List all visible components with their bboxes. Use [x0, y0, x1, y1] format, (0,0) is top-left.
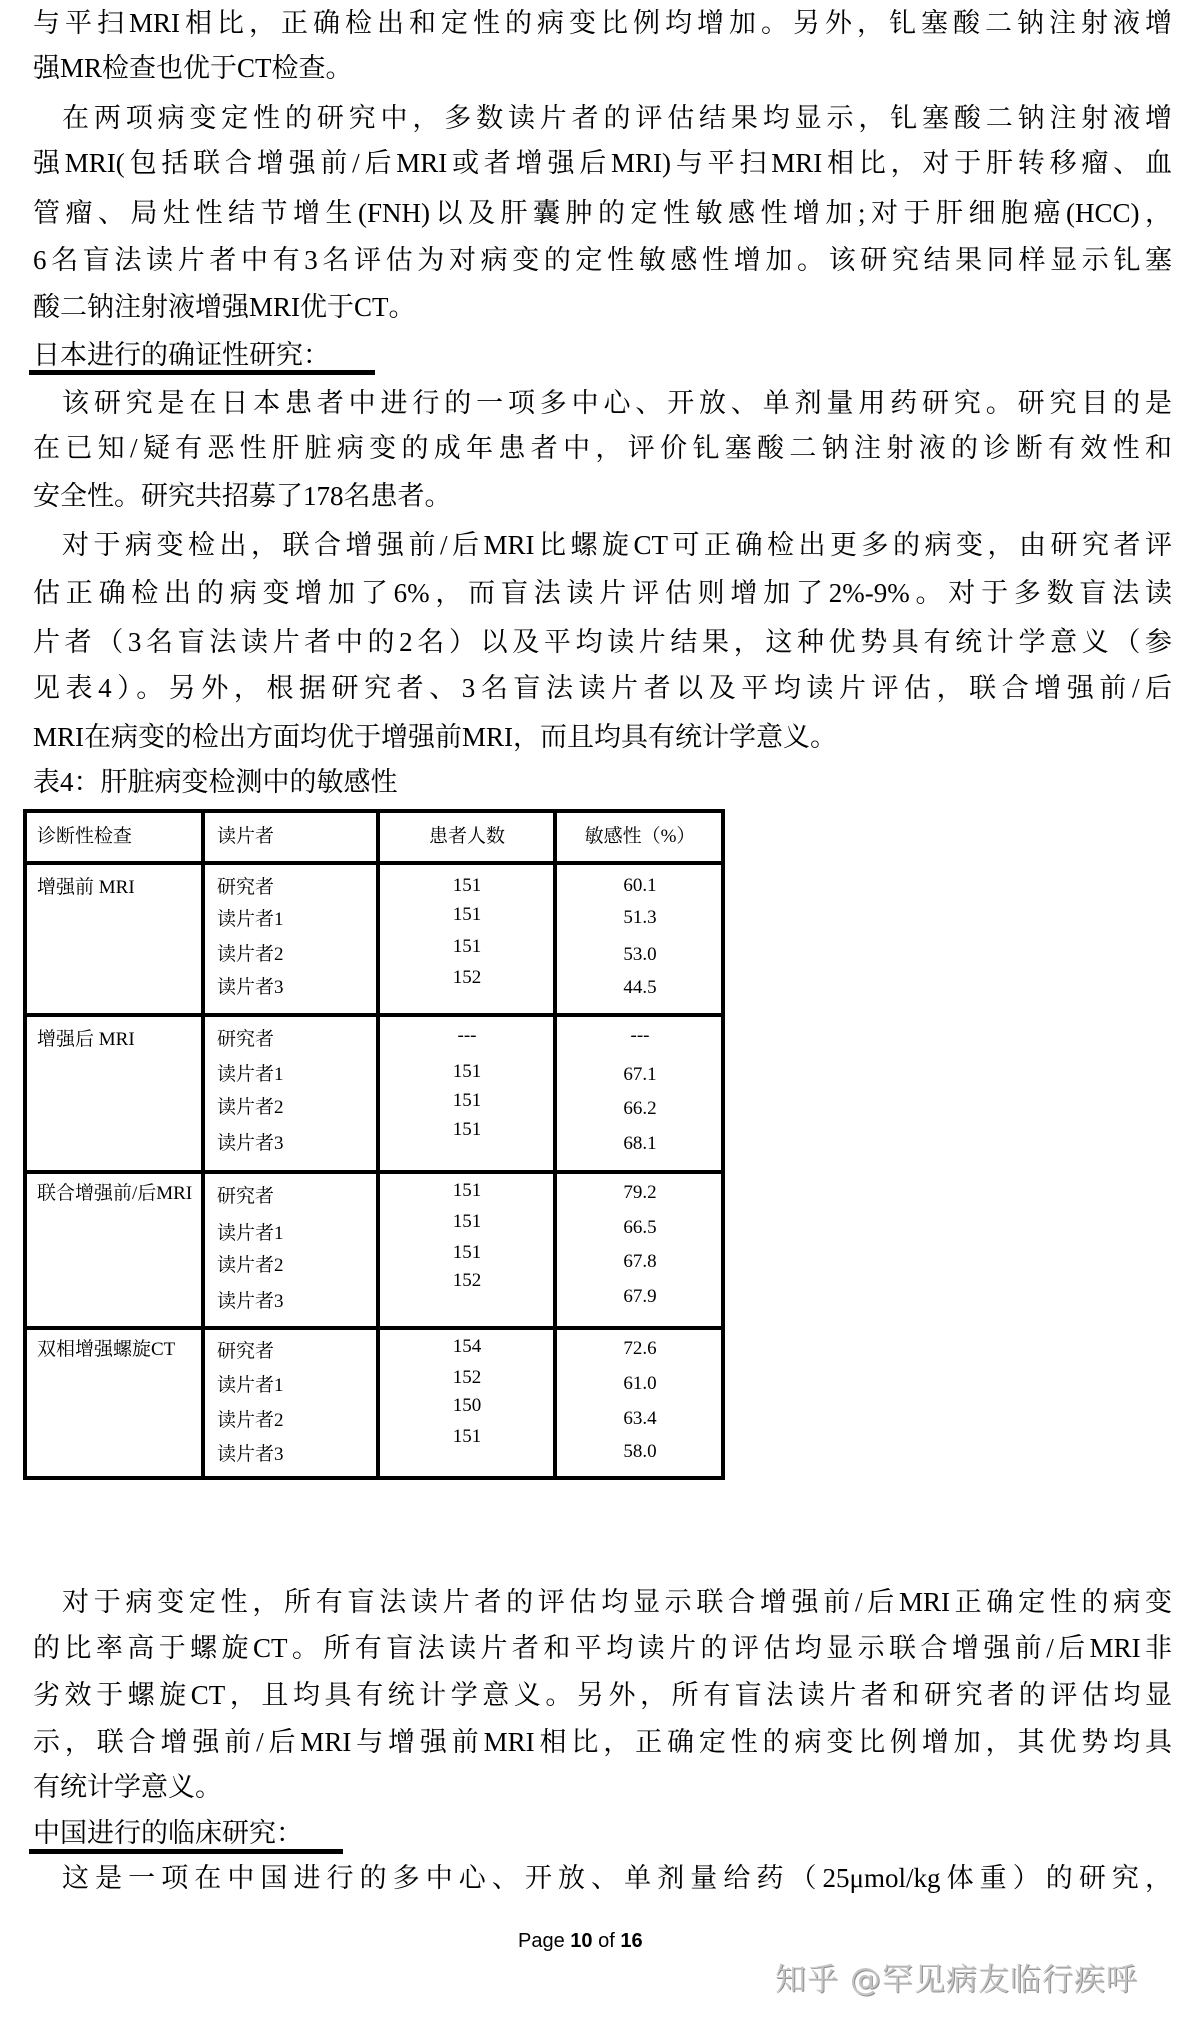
table-sensitivity: 79.2 [623, 1182, 657, 1203]
table-patients: 151 [452, 1061, 482, 1082]
page-of-label: of [598, 1930, 615, 1952]
table-reader: 研究者 [217, 1341, 275, 1362]
paragraph-line: 的比率高于螺旋CT。所有盲法读片者和平均读片的评估均显示联合增强前/后MRI非 [33, 1633, 1172, 1663]
table-exam-label: 联合增强前/后MRI [37, 1183, 193, 1204]
table-sensitivity: 66.5 [623, 1217, 657, 1238]
paragraph-line: 对于病变检出，联合增强前/后MRI比螺旋CT可正确检出更多的病变，由研究者评 [62, 530, 1172, 560]
table-sensitivity: 60.1 [623, 875, 657, 896]
table-reader: 读片者2 [217, 944, 284, 965]
page-current: 10 [570, 1930, 593, 1952]
table-patients: 151 [452, 936, 482, 957]
table-header-exam: 诊断性检查 [37, 826, 133, 847]
table-sensitivity: 61.0 [623, 1373, 657, 1394]
table-border [23, 1476, 725, 1480]
paragraph-line: 酸二钠注射液增强MRI优于CT。 [33, 292, 416, 322]
page-total: 16 [620, 1930, 643, 1952]
table-reader: 读片者3 [217, 1133, 284, 1154]
paragraph-line: 在已知/疑有恶性肝脏病变的成年患者中，评价钆塞酸二钠注射液的诊断有效性和 [33, 433, 1172, 463]
table-reader: 读片者3 [217, 1444, 284, 1465]
table-sensitivity: 67.9 [623, 1286, 657, 1307]
table-sensitivity: --- [630, 1025, 650, 1046]
sensitivity-table [23, 809, 725, 1480]
table-reader: 研究者 [217, 1186, 275, 1207]
paragraph-line: 这是一项在中国进行的多中心、开放、单剂量给药（25μmol/kg体重）的研究， [62, 1863, 1172, 1893]
table-sensitivity: 51.3 [623, 907, 657, 928]
table-reader: 研究者 [217, 877, 275, 898]
table-patients: 151 [452, 1090, 482, 1111]
table-patients: 151 [452, 875, 482, 896]
paragraph-line: 6名盲法读片者中有3名评估为对病变的定性敏感性增加。该研究结果同样显示钆塞 [33, 245, 1172, 275]
table-sensitivity: 66.2 [623, 1098, 657, 1119]
table-patients: 152 [452, 1270, 482, 1291]
table-reader: 读片者3 [217, 977, 284, 998]
section-heading-china: 中国进行的临床研究： [33, 1818, 303, 1848]
table-border [23, 1013, 725, 1017]
paragraph-line: 对于病变定性，所有盲法读片者的评估均显示联合增强前/后MRI正确定性的病变 [62, 1587, 1172, 1617]
table-patients: 151 [452, 1426, 482, 1447]
paragraph-line: 管瘤、局灶性结节增生(FNH)以及肝囊肿的定性敏感性增加;对于肝细胞癌(HCC)， [33, 198, 1172, 228]
page-label: Page [518, 1930, 565, 1952]
table-patients: 151 [452, 1242, 482, 1263]
table-sensitivity: 44.5 [623, 977, 657, 998]
table-header-patients: 患者人数 [428, 826, 505, 847]
zhihu-watermark: 知乎 @罕见病友临行疾呼 [775, 1962, 1138, 1998]
table-border [23, 861, 725, 865]
table-header-sensitivity: 敏感性（%） [584, 826, 696, 847]
paragraph-line: 安全性。研究共招募了178名患者。 [33, 481, 452, 511]
table-exam-label: 增强后 MRI [37, 1029, 135, 1050]
table-patients: --- [457, 1025, 477, 1046]
table-exam-label: 双相增强螺旋CT [37, 1339, 176, 1360]
table-sensitivity: 63.4 [623, 1408, 657, 1429]
paragraph-line: 估正确检出的病变增加了6%，而盲法读片评估则增加了2%-9%。对于多数盲法读 [33, 578, 1172, 608]
table-exam-label: 增强前 MRI [37, 877, 135, 898]
paragraph-line: 该研究是在日本患者中进行的一项多中心、开放、单剂量用药研究。研究目的是 [62, 388, 1172, 418]
page-number [518, 1930, 643, 1953]
paragraph-line: 与平扫MRI相比，正确检出和定性的病变比例均增加。另外，钆塞酸二钠注射液增 [33, 8, 1172, 38]
table-reader: 读片者1 [217, 909, 284, 930]
paragraph-line: 在两项病变定性的研究中，多数读片者的评估结果均显示，钆塞酸二钠注射液增 [62, 103, 1172, 133]
table-patients: 151 [452, 904, 482, 925]
table-border [23, 1326, 725, 1330]
table-reader: 读片者2 [217, 1410, 284, 1431]
paragraph-line: 有统计学意义。 [33, 1772, 222, 1802]
table-border [201, 809, 205, 1480]
table-patients: 151 [452, 1119, 482, 1140]
paragraph-line: MRI在病变的检出方面均优于增强前MRI，而且均具有统计学意义。 [33, 722, 838, 752]
table-patients: 152 [452, 1367, 482, 1388]
table-border [23, 1170, 725, 1174]
table-patients: 151 [452, 1180, 482, 1201]
table-patients: 154 [452, 1336, 482, 1357]
heading-underline [29, 1849, 343, 1854]
table-reader: 读片者2 [217, 1097, 284, 1118]
table-sensitivity: 68.1 [623, 1133, 657, 1154]
paragraph-line: 见表4）。另外，根据研究者、3名盲法读片者以及平均读片评估，联合增强前/后 [33, 673, 1172, 703]
table-border [23, 809, 27, 1480]
table-patients: 150 [452, 1395, 482, 1416]
paragraph-line: 片者（3名盲法读片者中的2名）以及平均读片结果，这种优势具有统计学意义（参 [33, 627, 1172, 657]
table-reader: 研究者 [217, 1029, 275, 1050]
paragraph-line: 劣效于螺旋CT，且均具有统计学意义。另外，所有盲法读片者和研究者的评估均显 [33, 1680, 1172, 1710]
table-caption: 表4：肝脏病变检测中的敏感性 [33, 767, 398, 797]
table-reader: 读片者1 [217, 1223, 284, 1244]
table-sensitivity: 72.6 [623, 1338, 657, 1359]
table-reader: 读片者1 [217, 1375, 284, 1396]
table-patients: 151 [452, 1211, 482, 1232]
table-sensitivity: 67.1 [623, 1064, 657, 1085]
paragraph-line: 强MRI(包括联合增强前/后MRI或者增强后MRI)与平扫MRI相比，对于肝转移瘤、血 [33, 148, 1172, 178]
paragraph-line: 强MR检查也优于CT检查。 [33, 53, 353, 83]
table-sensitivity: 58.0 [623, 1441, 657, 1462]
table-header-reader: 读片者 [217, 826, 275, 847]
table-reader: 读片者2 [217, 1255, 284, 1276]
table-border [23, 809, 725, 813]
table-reader: 读片者3 [217, 1291, 284, 1312]
table-sensitivity: 53.0 [623, 944, 657, 965]
table-reader: 读片者1 [217, 1064, 284, 1085]
paragraph-line: 示，联合增强前/后MRI与增强前MRI相比，正确定性的病变比例增加，其优势均具 [33, 1727, 1172, 1757]
table-sensitivity: 67.8 [623, 1251, 657, 1272]
section-heading-japan: 日本进行的确证性研究： [33, 340, 330, 370]
table-patients: 152 [452, 967, 482, 988]
heading-underline [29, 370, 375, 375]
